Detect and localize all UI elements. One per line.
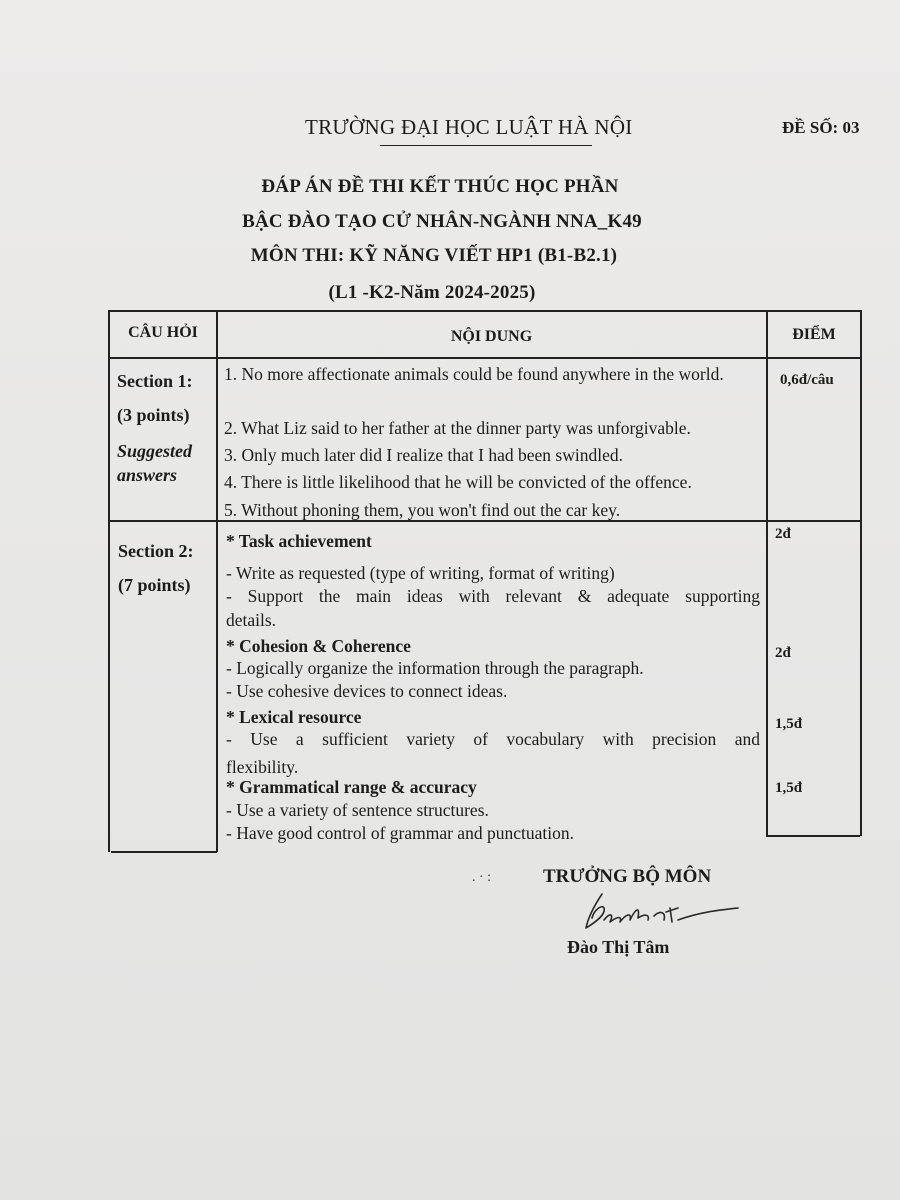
- criterion-grammar-title: * Grammatical range & accuracy: [226, 777, 477, 797]
- table-border-top: [108, 310, 862, 312]
- table-header-divider: [108, 357, 862, 359]
- signer-name: Đào Thị Tâm: [567, 937, 670, 957]
- table-border-bottom: [111, 851, 217, 853]
- column-header-question: CÂU HỎI: [128, 324, 198, 341]
- answer-2: 2. What Liz said to her father at the dinner party was unforgivable.: [224, 418, 691, 438]
- section-1-score: 0,6đ/câu: [780, 372, 834, 388]
- answer-3: 3. Only much later did I realize that I had been swindled.: [224, 445, 623, 465]
- criterion-task-achievement-score: 2đ: [775, 526, 791, 542]
- criterion-task-achievement-item-2-a: - Support the main ideas with relevant & adequate supporting: [226, 586, 760, 606]
- exam-number: ĐỀ SỐ: 03: [782, 118, 860, 137]
- column-header-content: NỘI DUNG: [450, 328, 533, 345]
- title-line-1: ĐÁP ÁN ĐỀ THI KẾT THÚC HỌC PHẦN: [261, 176, 619, 197]
- criterion-cohesion-title: * Cohesion & Coherence: [226, 636, 411, 656]
- criterion-cohesion-item-1: - Logically organize the information through the paragraph.: [226, 658, 644, 678]
- criterion-lexical-item-1-a: - Use a sufficient variety of vocabulary with precision and: [226, 729, 760, 749]
- criterion-lexical-item-1-b: flexibility.: [226, 757, 299, 777]
- criterion-grammar-item-2: - Have good control of grammar and punctuation.: [226, 823, 574, 843]
- table-col-divider-2: [766, 310, 768, 836]
- criterion-task-achievement-title: * Task achievement: [226, 531, 372, 551]
- criterion-task-achievement-item-2-b: details.: [226, 610, 277, 630]
- section-1-note-line-2: answers: [117, 465, 178, 485]
- section-2-label: Section 2:: [118, 541, 194, 561]
- criterion-lexical-score: 1,5đ: [775, 716, 803, 732]
- title-line-2: BẬC ĐÀO TẠO CỬ NHÂN-NGÀNH NNA_K49: [242, 211, 642, 232]
- table-col-divider-1: [216, 310, 218, 852]
- section-2-points: (7 points): [118, 575, 191, 595]
- title-line-4: (L1 -K2-Năm 2024-2025): [328, 282, 536, 303]
- criterion-cohesion-score: 2đ: [775, 645, 791, 661]
- table-border-left: [108, 310, 110, 852]
- section-1-label: Section 1:: [117, 371, 193, 391]
- criterion-grammar-item-1: - Use a variety of sentence structures.: [226, 800, 489, 820]
- table-border-right: [860, 310, 862, 836]
- section-1-note-line-1: Suggested: [117, 441, 193, 461]
- answer-5: 5. Without phoning them, you won't find out the car key.: [224, 500, 621, 520]
- school-name: TRƯỜNG ĐẠI HỌC LUẬT HÀ NỘI: [305, 115, 633, 139]
- stray-marks: . · :: [472, 870, 492, 885]
- criterion-lexical-title: * Lexical resource: [226, 707, 362, 727]
- answer-4: 4. There is little likelihood that he will be convicted of the offence.: [224, 472, 692, 492]
- column-header-score: ĐIỂM: [792, 326, 836, 343]
- criterion-task-achievement-item-1: - Write as requested (type of writing, format of writing): [226, 563, 615, 583]
- handwritten-signature: [580, 888, 750, 938]
- criterion-cohesion-item-2: - Use cohesive devices to connect ideas.: [226, 681, 508, 701]
- signature-title: TRƯỞNG BỘ MÔN: [543, 866, 712, 887]
- section-1-points: (3 points): [117, 405, 190, 425]
- table-border-bottom-right: [766, 835, 860, 837]
- answer-1: 1. No more affectionate animals could be found anywhere in the world.: [224, 364, 724, 384]
- criterion-grammar-score: 1,5đ: [775, 780, 803, 796]
- title-line-3: MÔN THI: KỸ NĂNG VIẾT HP1 (B1-B2.1): [250, 245, 618, 266]
